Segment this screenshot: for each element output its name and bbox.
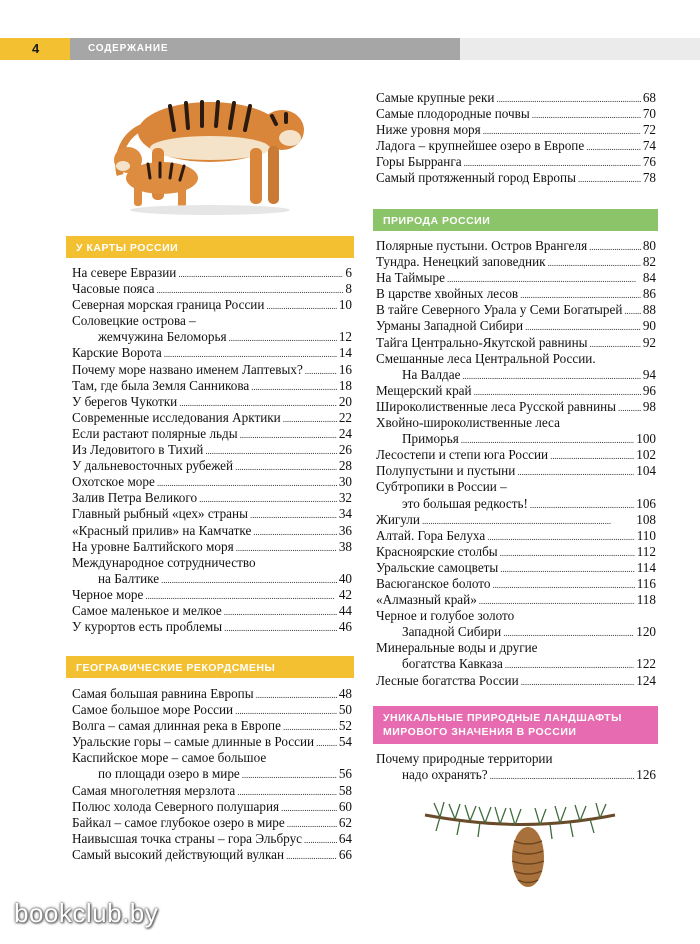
- dot-leader: [224, 619, 337, 636]
- toc-entry-title: В царстве хвойных лесов: [376, 286, 519, 302]
- toc-entry-page: 74: [642, 138, 656, 154]
- toc-entry-title: Самый протяженный город Европы: [376, 170, 576, 186]
- dot-leader: [305, 362, 337, 379]
- toc-entry-page: 84: [642, 270, 656, 286]
- dot-leader: [235, 702, 337, 719]
- toc-entry-title: Залив Петра Великого: [72, 490, 198, 506]
- toc-entry: [376, 383, 656, 399]
- toc-list-geo-records: [72, 686, 352, 863]
- toc-entry-page: 48: [338, 686, 352, 701]
- toc-entry-title: Ладога – крупнейшее озеро в Европе: [376, 138, 585, 154]
- watermark: bookclub.by: [14, 898, 159, 928]
- toc-entry-title-line-2: по площади озеро в мире: [98, 766, 240, 782]
- dot-leader: [199, 490, 337, 507]
- toc-entry-title: Горы Бырранга: [376, 154, 462, 170]
- toc-entry-title-line-2: это большая редкость!: [402, 495, 528, 511]
- dot-leader: [224, 603, 337, 620]
- toc-entry: [72, 362, 352, 378]
- toc-entry: [72, 394, 352, 410]
- toc-entry-page: 72: [642, 122, 656, 138]
- toc-entry: [72, 458, 352, 474]
- toc-entry: [72, 831, 352, 847]
- toc-entry-title: На севере Евразии: [72, 265, 177, 280]
- toc-entry-page: 114: [636, 559, 656, 575]
- dot-leader: [530, 496, 634, 513]
- toc-entry-title: Главный рыбный «цех» страны: [72, 506, 248, 522]
- toc-entry-page: 62: [338, 814, 352, 830]
- toc-entry-title: Широколиственные леса Русской равнины: [376, 398, 617, 414]
- toc-entry: [72, 783, 352, 799]
- dot-leader: [496, 90, 640, 107]
- dot-leader: [237, 783, 337, 800]
- dot-leader: [179, 394, 337, 411]
- section-header-unique-landscapes: [373, 706, 658, 744]
- toc-entry-page: 126: [636, 767, 656, 783]
- toc-entry-title: Полюс холода Северного полушария: [72, 798, 280, 814]
- header-bar-end: [460, 38, 700, 60]
- toc-entry: [72, 718, 352, 734]
- dot-leader: [586, 138, 641, 155]
- toc-entry-page: 104: [636, 463, 656, 479]
- section-header-line-2: МИРОВОГО ЗНАЧЕНИЯ В РОССИИ: [383, 726, 577, 738]
- toc-entry: [376, 122, 656, 138]
- toc-entry-page: 58: [338, 782, 352, 798]
- toc-entry-title-line-2: на Балтике: [98, 570, 160, 586]
- toc-entry: [376, 286, 656, 302]
- dot-leader: [487, 528, 634, 545]
- toc-entry-title-line-1: Минеральные воды и другие: [376, 640, 538, 656]
- toc-entry-title-line-2: надо охранять?: [402, 767, 488, 783]
- toc-entry-page: 34: [338, 506, 352, 522]
- dot-leader: [618, 399, 641, 416]
- toc-entry: [72, 426, 352, 442]
- toc-entry: [376, 751, 656, 783]
- toc-entry: [72, 523, 352, 539]
- toc-entry: [72, 750, 352, 782]
- toc-entry: [72, 506, 352, 522]
- dot-leader: [161, 571, 337, 588]
- toc-entry-page: 124: [636, 672, 656, 688]
- pine-cone: [512, 827, 544, 887]
- toc-entry-title: Васюганское болото: [376, 575, 491, 591]
- toc-entry-title: Самые плодородные почвы: [376, 106, 530, 122]
- toc-entry: [376, 415, 656, 447]
- dot-leader: [474, 383, 641, 400]
- toc-entry-title: Тайга Центрально-Якутской равнины: [376, 334, 588, 350]
- toc-entry-page: 30: [338, 474, 352, 490]
- section-header-label: ПРИРОДА РОССИИ: [383, 215, 491, 227]
- section-title: СОДЕРЖАНИЕ: [88, 43, 169, 54]
- toc-entry-title: Самое маленькое и мелкое: [72, 602, 222, 618]
- toc-entry: [376, 544, 656, 560]
- toc-entry: [72, 378, 352, 394]
- dot-leader: [283, 410, 337, 427]
- toc-entry-title: «Алмазный край»: [376, 592, 477, 608]
- toc-entry-title: Тундра. Ненецкий заповедник: [376, 254, 546, 270]
- toc-list-geo-records-continued: [376, 90, 656, 187]
- toc-entry-page: 54: [338, 734, 352, 750]
- dot-leader: [447, 270, 641, 287]
- dot-leader: [532, 106, 641, 123]
- dot-leader: [483, 122, 641, 139]
- toc-entry-page: 18: [338, 377, 352, 393]
- toc-entry: [376, 170, 656, 186]
- dot-leader: [157, 474, 337, 491]
- toc-entry-page: 78: [642, 170, 656, 186]
- toc-entry: [376, 608, 656, 640]
- toc-entry: [376, 673, 656, 689]
- toc-entry: [376, 138, 656, 154]
- toc-entry-page: 96: [642, 382, 656, 398]
- dot-leader: [256, 686, 337, 703]
- toc-entry-title-line-2: На Валдае: [402, 366, 461, 382]
- toc-entry-page: 64: [338, 830, 352, 846]
- dot-leader: [251, 378, 337, 395]
- toc-entry-page: 102: [636, 447, 656, 463]
- toc-entry-page: 82: [642, 254, 656, 270]
- dot-leader: [422, 512, 634, 529]
- dot-leader: [266, 297, 336, 314]
- toc-entry-page: 24: [338, 425, 352, 441]
- toc-entry: [376, 335, 656, 351]
- toc-entry-title-line-2: Западной Сибири: [402, 624, 502, 640]
- dot-leader: [503, 624, 634, 641]
- toc-entry-title-line-1: Соловецкие острова –: [72, 313, 196, 329]
- dot-leader: [250, 506, 337, 523]
- toc-entry: [376, 302, 656, 318]
- toc-entry-title: Самая большая равнина Европы: [72, 686, 254, 701]
- page-number: 4: [32, 41, 40, 56]
- toc-entry-page: 122: [636, 656, 656, 672]
- toc-entry-title-line-1: Субтропики в России –: [376, 479, 507, 495]
- toc-entry-page: 92: [642, 334, 656, 350]
- toc-entry-page: 26: [338, 442, 352, 458]
- dot-leader: [464, 154, 641, 171]
- toc-entry-title: Жигули: [376, 511, 420, 527]
- toc-entry-title: Лесные богатства России: [376, 672, 519, 688]
- toc-entry-title: Самое большое море России: [72, 702, 234, 718]
- toc-entry-title: В тайге Северного Урала у Семи Богатырей: [376, 302, 623, 318]
- dot-leader: [316, 734, 337, 751]
- toc-entry-page: 12: [338, 329, 352, 345]
- toc-entry-title: Алтай. Гора Белуха: [376, 527, 486, 543]
- toc-entry: [376, 528, 656, 544]
- toc-entry: [72, 555, 352, 587]
- toc-entry-page: 22: [338, 409, 352, 425]
- toc-entry: [72, 281, 352, 297]
- toc-entry: [376, 399, 656, 415]
- toc-entry: [72, 619, 352, 635]
- toc-entry-title: Самая многолетняя мерзлота: [72, 782, 236, 798]
- toc-entry-page: 8: [345, 281, 352, 297]
- toc-entry-title-line-2: Приморья: [402, 431, 459, 447]
- toc-entry-page: 36: [338, 522, 352, 538]
- toc-entry-title-line-1: Хвойно-широколиственные леса: [376, 415, 560, 431]
- toc-entry-page: 80: [642, 238, 656, 253]
- toc-entry-page: 56: [338, 766, 352, 782]
- pine-branch-illustration: [420, 785, 620, 895]
- toc-entry-title: Если растают полярные льды: [72, 425, 238, 441]
- toc-entry: [376, 640, 656, 672]
- toc-entry: [376, 154, 656, 170]
- toc-entry-page: 32: [338, 490, 352, 506]
- toc-entry-title: Мещерский край: [376, 382, 472, 398]
- toc-entry-page: 40: [338, 570, 352, 586]
- dot-leader: [240, 426, 337, 443]
- toc-entry-title: Там, где была Земля Санникова: [72, 377, 250, 393]
- dot-leader: [550, 447, 634, 464]
- dot-leader: [283, 718, 337, 735]
- toc-entry-title: На уровне Балтийского моря: [72, 538, 234, 554]
- toc-entry-page: 14: [338, 345, 352, 361]
- toc-entry-title-line-2: жемчужина Беломорья: [98, 329, 227, 345]
- toc-entry-title: Волга – самая длинная река в Европе: [72, 718, 281, 734]
- toc-entry-page: 10: [338, 297, 352, 313]
- toc-entry-title: Карские Ворота: [72, 345, 162, 361]
- toc-entry-title: Полупустыни и пустыни: [376, 463, 516, 479]
- toc-entry-page: 76: [642, 154, 656, 170]
- toc-entry: [376, 106, 656, 122]
- toc-entry-page: 120: [636, 624, 656, 640]
- toc-entry-page: 20: [338, 393, 352, 409]
- dot-leader: [164, 345, 337, 362]
- toc-entry-title-line-1: Международное сотрудничество: [72, 554, 256, 570]
- toc-entry: [72, 410, 352, 426]
- dot-leader: [521, 673, 635, 690]
- page-header: [0, 38, 700, 60]
- toc-entry-title: Лесостепи и степи юга России: [376, 447, 549, 463]
- dot-leader: [492, 576, 634, 593]
- toc-entry: [72, 474, 352, 490]
- dot-leader: [287, 815, 337, 832]
- toc-entry-page: 110: [636, 527, 656, 543]
- dot-leader: [525, 318, 641, 335]
- toc-entry-page: 118: [636, 592, 656, 608]
- toc-entry-title: Часовые пояса: [72, 281, 155, 297]
- toc-entry-page: 60: [338, 798, 352, 814]
- toc-entry: [72, 734, 352, 750]
- toc-entry-title: Полярные пустыни. Остров Врангеля: [376, 238, 588, 253]
- toc-entry-page: 100: [636, 431, 656, 447]
- toc-entry-title: Черное море: [72, 586, 144, 602]
- toc-entry: [72, 265, 352, 281]
- toc-entry-title: У дальневосточных рубежей: [72, 458, 234, 474]
- toc-entry-page: 28: [338, 458, 352, 474]
- toc-entry-title: Уральские самоцветы: [376, 559, 499, 575]
- toc-entry: [376, 560, 656, 576]
- toc-entry-title: Ниже уровня моря: [376, 122, 481, 138]
- toc-entry-title: Красноярские столбы: [376, 543, 498, 559]
- toc-entry: [376, 479, 656, 511]
- adult-tiger-head: [260, 110, 304, 150]
- toc-entry-title: Самые крупные реки: [376, 90, 495, 105]
- toc-entry-title: У берегов Чукотки: [72, 393, 178, 409]
- dot-leader: [229, 329, 337, 346]
- dot-leader: [479, 592, 635, 609]
- toc-entry-page: 44: [338, 602, 352, 618]
- dot-leader: [281, 799, 337, 816]
- toc-entry: [376, 318, 656, 334]
- dot-leader: [242, 766, 337, 783]
- dot-leader: [505, 656, 634, 673]
- dot-leader: [304, 831, 337, 848]
- toc-entry-title-line-1: Смешанные леса Центральной России.: [376, 350, 596, 366]
- dot-leader: [145, 587, 336, 604]
- toc-entry: [72, 799, 352, 815]
- section-header-geo-records: [66, 656, 354, 678]
- toc-entry-page: 68: [642, 90, 656, 105]
- section-header-label: ГЕОГРАФИЧЕСКИЕ РЕКОРДСМЕНЫ: [76, 662, 276, 674]
- toc-entry: [72, 587, 352, 603]
- toc-entry-page: 66: [338, 846, 352, 862]
- toc-entry-title-line-1: Почему природные территории: [376, 751, 553, 766]
- toc-entry-title: Почему море названо именем Лаптевых?: [72, 361, 303, 377]
- dot-leader: [624, 302, 640, 319]
- toc-entry-page: 6: [345, 265, 352, 280]
- toc-entry: [376, 576, 656, 592]
- toc-entry-page: 52: [338, 718, 352, 734]
- toc-entry-page: 50: [338, 702, 352, 718]
- toc-entry: [72, 490, 352, 506]
- section-header-label: У КАРТЫ РОССИИ: [76, 242, 179, 254]
- toc-entry-title: Из Ледовитого в Тихий: [72, 442, 204, 458]
- dot-leader: [236, 539, 337, 556]
- dot-leader: [286, 847, 337, 864]
- dot-leader: [461, 431, 634, 448]
- page-number-box: [0, 38, 70, 60]
- section-header-russia-map: [66, 236, 354, 258]
- section-header-nature-russia: [373, 209, 658, 231]
- toc-entry-title: Охотское море: [72, 474, 155, 490]
- dot-leader: [517, 463, 634, 480]
- toc-entry: [72, 539, 352, 555]
- toc-entry: [376, 447, 656, 463]
- toc-entry-page: 46: [338, 619, 352, 635]
- toc-entry-title: Урманы Западной Сибири: [376, 318, 524, 334]
- toc-entry: [72, 345, 352, 361]
- toc-entry-title-line-2: богатства Кавказа: [402, 656, 503, 672]
- toc-list-nature-russia: [376, 238, 656, 689]
- toc-entry: [72, 702, 352, 718]
- toc-list-russia-map: [72, 265, 352, 635]
- dot-leader: [178, 265, 343, 282]
- toc-entry-title: Уральские горы – самые длинные в России: [72, 734, 315, 750]
- toc-entry-page: 16: [338, 361, 352, 377]
- toc-entry-page: 42: [338, 586, 352, 602]
- toc-entry-title: На Таймыре: [376, 270, 445, 286]
- toc-entry-page: 112: [636, 543, 656, 559]
- dot-leader: [500, 560, 634, 577]
- dot-leader: [590, 335, 641, 352]
- toc-entry: [72, 313, 352, 345]
- toc-entry-page: 94: [642, 366, 656, 382]
- toc-entry-page: 70: [642, 106, 656, 122]
- toc-entry-page: 98: [642, 398, 656, 414]
- toc-entry: [376, 512, 656, 528]
- toc-entry-page: 38: [338, 538, 352, 554]
- toc-entry-title-line-1: Черное и голубое золото: [376, 608, 515, 624]
- tiger-illustration: [90, 70, 310, 220]
- dot-leader: [520, 286, 641, 303]
- toc-list-unique-landscapes: [376, 751, 656, 783]
- section-header-line-1: УНИКАЛЬНЫЕ ПРИРОДНЫЕ ЛАНДШАФТЫ: [383, 712, 622, 724]
- dot-leader: [548, 254, 641, 271]
- toc-entry-title: Наивысшая точка страны – гора Эльбрус: [72, 830, 303, 846]
- dot-leader: [205, 442, 336, 459]
- toc-entry-page: 108: [636, 511, 656, 527]
- toc-entry-title: Самый высокий действующий вулкан: [72, 846, 285, 862]
- dot-leader: [578, 170, 641, 187]
- toc-entry: [72, 847, 352, 863]
- toc-entry-title: У курортов есть проблемы: [72, 619, 223, 635]
- toc-entry-title: «Красный прилив» на Камчатке: [72, 522, 252, 538]
- toc-entry: [72, 297, 352, 313]
- toc-entry: [376, 351, 656, 383]
- toc-entry-page: 106: [636, 495, 656, 511]
- toc-entry-title: Байкал – самое глубокое озеро в мире: [72, 814, 285, 830]
- toc-entry: [72, 442, 352, 458]
- dot-leader: [462, 367, 640, 384]
- toc-entry-title-line-1: Каспийское море – самое большое: [72, 750, 267, 766]
- section-title-bar: [70, 38, 460, 60]
- toc-entry: [376, 90, 656, 106]
- dot-leader: [490, 767, 635, 784]
- toc-entry: [376, 270, 656, 286]
- toc-entry-page: 116: [636, 575, 656, 591]
- toc-entry: [72, 815, 352, 831]
- toc-entry-title: Северная морская граница России: [72, 297, 265, 313]
- toc-entry: [376, 463, 656, 479]
- toc-entry-page: 90: [642, 318, 656, 334]
- dot-leader: [253, 523, 337, 540]
- toc-entry: [72, 686, 352, 702]
- dot-leader: [156, 281, 343, 298]
- dot-leader: [235, 458, 337, 475]
- dot-leader: [500, 544, 635, 561]
- toc-entry: [376, 238, 656, 254]
- toc-entry-title: Современные исследования Арктики: [72, 409, 281, 425]
- toc-entry-page: 88: [642, 302, 656, 318]
- toc-entry: [376, 254, 656, 270]
- toc-entry: [376, 592, 656, 608]
- toc-entry-page: 86: [642, 286, 656, 302]
- dot-leader: [589, 238, 641, 255]
- toc-entry: [72, 603, 352, 619]
